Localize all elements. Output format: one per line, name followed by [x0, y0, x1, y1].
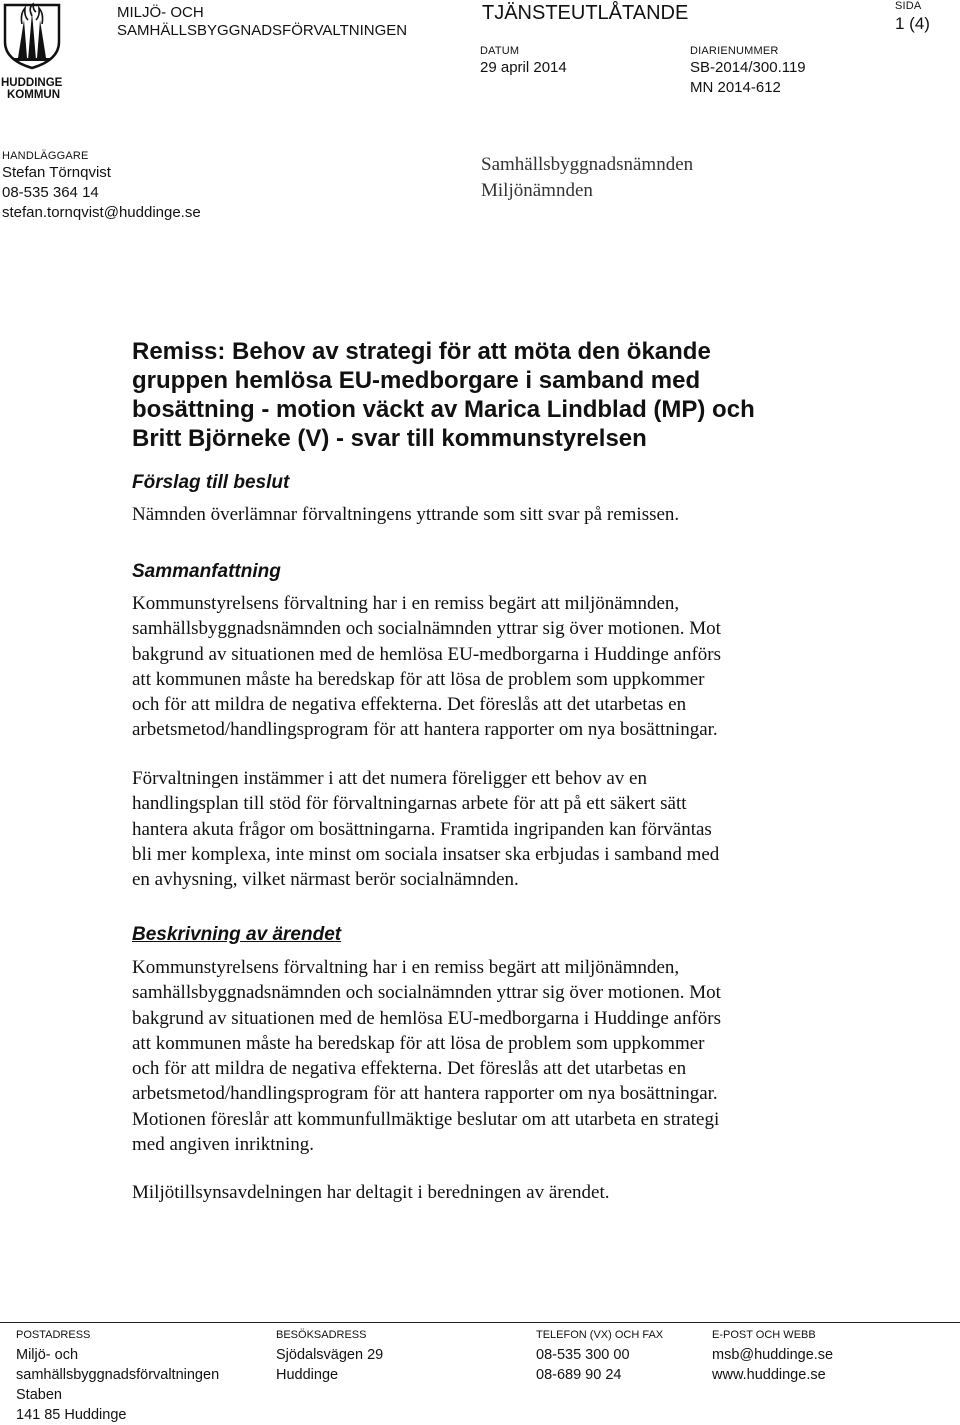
footer-postal-line-4: 141 85 Huddinge [16, 1407, 127, 1423]
summary-p1-line-1: Kommunstyrelsens förvaltning har i en remiss begärt att miljönämnden, [132, 593, 680, 614]
description-p1-line-5: och för att mildra de negativa effekterna. Det föreslås att det utarbetas en [132, 1058, 687, 1080]
department [117, 4, 407, 40]
footer-email-label: E-POST OCH WEBB [712, 1329, 816, 1341]
footer-visit-label: BESÖKSADRESS [276, 1329, 367, 1341]
footer-visit-lines [276, 1345, 383, 1385]
page-number: 1 (4) [895, 14, 930, 33]
diary-number-1: SB-2014/300.119 [690, 59, 806, 76]
summary-paragraph-2 [132, 766, 932, 892]
handler-phone: 08-535 364 14 [2, 184, 99, 201]
footer-email-link[interactable]: msb@huddinge.se [712, 1347, 834, 1363]
footer-postal-lines [16, 1345, 219, 1425]
logo [0, 0, 70, 104]
department-line-1: MILJÖ- OCH [117, 4, 204, 21]
description-p1-line-3: bakgrund av situationen med de hemlösa EU-medborgarna i Huddinge anförs [132, 1007, 722, 1029]
title-line-1: Remiss: Behov av strategi för att möta den ökande [132, 338, 711, 365]
description-heading: Beskrivning av ärendet [132, 924, 342, 945]
document-title [132, 337, 932, 453]
footer-postal-line-1: Miljö- och [16, 1347, 79, 1363]
handler-name: Stefan Törnqvist [2, 164, 111, 181]
huddinge-coat-of-arms-icon [2, 2, 62, 70]
summary-p1-line-3: bakgrund av situationen med de hemlösa EU-medborgarna i Huddinge anförs [132, 643, 722, 665]
footer-email-lines [712, 1345, 833, 1385]
footer-phone-line-2: 08-689 90 24 [536, 1367, 622, 1383]
date-value: 29 april 2014 [480, 59, 567, 76]
footer-divider [0, 1322, 960, 1323]
description-p2-line-1: Miljötillsynsavdelningen har deltagit i beredningen av ärendet. [132, 1182, 610, 1203]
handler-email: stefan.tornqvist@huddinge.se [2, 204, 201, 221]
description-p1-line-2: samhällsbyggnadsnämnden och socialnämnden yttrar sig över motionen. Mot [132, 982, 721, 1004]
recipient-1: Samhällsbyggnadsnämnden [481, 154, 694, 175]
summary-p1-line-5: och för att mildra de negativa effekterna. Det föreslås att det utarbetas en [132, 694, 687, 716]
document-type: TJÄNSTEUTLÅTANDE [482, 2, 689, 24]
summary-p1-line-6: arbetsmetod/handlingsprogram för att hantera rapporter om nya bosättningar. [132, 719, 718, 741]
footer-visit-line-1: Sjödalsvägen 29 [276, 1347, 384, 1363]
footer-postal [16, 1329, 219, 1425]
footer-phone-lines [536, 1345, 663, 1385]
summary-heading: Sammanfattning [132, 561, 281, 582]
title-line-4: Britt Björneke (V) - svar till kommunstyrelsen [132, 425, 647, 452]
description-paragraph-1 [132, 955, 932, 1157]
summary-p1-line-2: samhällsbyggnadsnämnden och socialnämnden yttrar sig över motionen. Mot [132, 618, 721, 640]
description-p1-line-4: att kommunen måste ha beredskap för att lösa de problem som uppkommer [132, 1032, 705, 1054]
summary-p2-line-4: bli mer komplexa, inte minst om sociala insatser ska erbjudas i samband med [132, 843, 720, 865]
description-p1-line-1: Kommunstyrelsens förvaltning har i en remiss begärt att miljönämnden, [132, 957, 680, 978]
page-label: SIDA [895, 0, 922, 12]
handler-info [2, 163, 201, 223]
footer-postal-line-2: samhällsbyggnadsförvaltningen [16, 1367, 220, 1383]
footer-visit [276, 1329, 383, 1385]
footer-email [712, 1329, 833, 1385]
diary-number-2: MN 2014-612 [690, 79, 781, 96]
footer-visit-line-2: Huddinge [276, 1367, 339, 1383]
title-line-3: bosättning - motion väckt av Marica Lindblad (MP) och [132, 396, 755, 423]
recipients [481, 152, 693, 204]
summary-p2-line-1: Förvaltningen instämmer i att det numera föreligger ett behov av en [132, 768, 647, 789]
description-paragraph-2 [132, 1180, 932, 1205]
recipient-2: Miljönämnden [481, 180, 593, 201]
description-p1-line-7: Motionen föreslår att kommunfullmäktige beslutar om att utarbeta en strategi [132, 1108, 720, 1130]
logo-line-1: HUDDINGE [1, 77, 63, 89]
footer-postal-line-3: Staben [16, 1387, 62, 1403]
summary-p2-line-3: hantera akuta frågor om bosättningarna. Framtida ingripanden kan förväntas [132, 818, 712, 840]
logo-line-2: KOMMUN [7, 89, 61, 101]
title [132, 337, 932, 453]
summary-p1-line-4: att kommunen måste ha beredskap för att lösa de problem som uppkommer [132, 668, 705, 690]
footer-phone-label: TELEFON (VX) OCH FAX [536, 1329, 664, 1341]
description-p1-line-6: arbetsmetod/handlingsprogram för att hantera rapporter om nya bosättningar. [132, 1083, 718, 1105]
footer-phone-line-1: 08-535 300 00 [536, 1347, 630, 1363]
footer-web-link[interactable]: www.huddinge.se [712, 1367, 826, 1383]
footer-postal-label: POSTADRESS [16, 1329, 91, 1341]
proposal-line-1: Nämnden överlämnar förvaltningens yttrande som sitt svar på remissen. [132, 504, 680, 525]
summary-p2-line-2: handlingsplan till stöd för förvaltningarnas arbete för att på ett säkert sätt [132, 793, 687, 815]
summary-p2-line-5: en avhysning, vilket närmast berör socialnämnden. [132, 869, 519, 891]
summary-paragraph-1 [132, 591, 932, 743]
description-p1-line-8: med angiven inriktning. [132, 1134, 315, 1156]
department-line-2: SAMHÄLLSBYGGNADSFÖRVALTNINGEN [117, 22, 408, 39]
diary-label: DIARIENUMMER [690, 45, 779, 57]
date-label: DATUM [480, 45, 520, 57]
handler-label: HANDLÄGGARE [2, 150, 89, 162]
footer-phone [536, 1329, 663, 1385]
title-line-2: gruppen hemlösa EU-medborgare i samband med [132, 367, 701, 394]
proposal-text [132, 502, 932, 527]
proposal-heading: Förslag till beslut [132, 472, 290, 493]
